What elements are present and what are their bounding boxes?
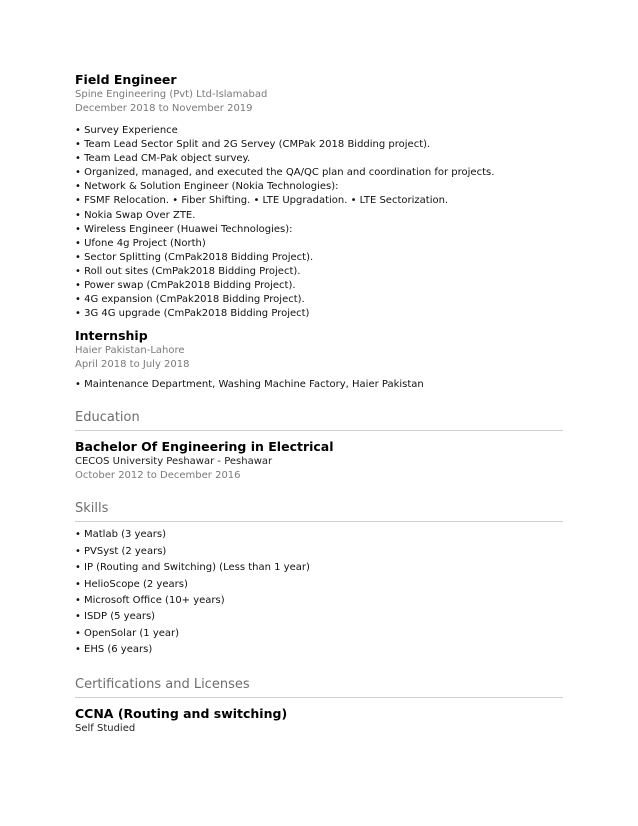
job-title: Field Engineer [75, 72, 177, 87]
job-bullets [75, 124, 563, 321]
company-name: Spine Engineering (Pvt) Ltd-Islamabad [75, 89, 268, 100]
bullet-item: • Network & Solution Engineer (Nokia Technologies): [75, 181, 339, 193]
job-bullets [75, 378, 563, 392]
certifications-section [75, 676, 563, 736]
bullet-item: • 4G expansion (CmPak2018 Bidding Project). [75, 294, 305, 306]
section-divider [75, 697, 563, 698]
job-dates: April 2018 to July 2018 [75, 358, 190, 370]
resume-page [75, 72, 563, 735]
bullet-item: • 3G 4G upgrade (CmPak2018 Bidding Project) [75, 308, 310, 320]
skill-item: • OpenSolar (1 year) [75, 626, 563, 642]
bullet-item: • Team Lead Sector Split and 2G Servey (CMPak 2018 Bidding project). [75, 139, 431, 151]
bullet-item: • Survey Experience [75, 125, 178, 136]
skill-item: • IP (Routing and Switching) (Less than 1 year) [75, 560, 563, 576]
bullet-item: • Team Lead CM-Pak object survey. [75, 153, 251, 165]
job-title: Internship [75, 328, 148, 344]
bullet-item: • Maintenance Department, Washing Machine Factory, Haier Pakistan [75, 379, 424, 391]
section-divider [75, 521, 563, 522]
skills-section [75, 500, 563, 658]
bullet-item: • FSMF Relocation. • Fiber Shifting. • LTE Upgradation. • LTE Sectorization. [75, 195, 449, 207]
certification-issuer: Self Studied [75, 722, 136, 734]
bullet-item: • Wireless Engineer (Huawei Technologies): [75, 223, 293, 235]
bullet-item: • Ufone 4g Project (North) [75, 237, 206, 249]
bullet-item: • Nokia Swap Over ZTE. [75, 209, 196, 221]
job-dates: December 2018 to November 2019 [75, 102, 253, 114]
school-name: CECOS University Peshawar - Peshawar [75, 456, 273, 468]
skill-item: • EHS (6 years) [75, 642, 563, 658]
skill-item: • PVSyst (2 years) [75, 544, 563, 560]
skill-item: • HelioScope (2 years) [75, 577, 563, 593]
section-heading: Certifications and Licenses [75, 676, 250, 692]
skills-list [75, 527, 563, 658]
bullet-item: • Organized, managed, and executed the QA/QC plan and coordination for projects. [75, 167, 495, 179]
bullet-item: • Sector Splitting (CmPak2018 Bidding Project). [75, 251, 314, 263]
education-dates: October 2012 to December 2016 [75, 469, 241, 481]
experience-entry [75, 72, 563, 321]
skill-item: • Matlab (3 years) [75, 527, 563, 543]
education-section [75, 409, 563, 482]
degree-title: Bachelor Of Engineering in Electrical [75, 439, 334, 455]
bullet-item: • Roll out sites (CmPak2018 Bidding Project). [75, 265, 301, 277]
section-heading: Education [75, 410, 140, 426]
experience-entry [75, 328, 563, 392]
section-heading: Skills [75, 501, 109, 517]
skill-item: • Microsoft Office (10+ years) [75, 593, 563, 609]
certification-title: CCNA (Routing and switching) [75, 705, 288, 721]
section-divider [75, 430, 563, 431]
bullet-item: • Power swap (CmPak2018 Bidding Project). [75, 280, 296, 292]
skill-item: • ISDP (5 years) [75, 609, 563, 625]
company-name: Haier Pakistan-Lahore [75, 345, 185, 357]
